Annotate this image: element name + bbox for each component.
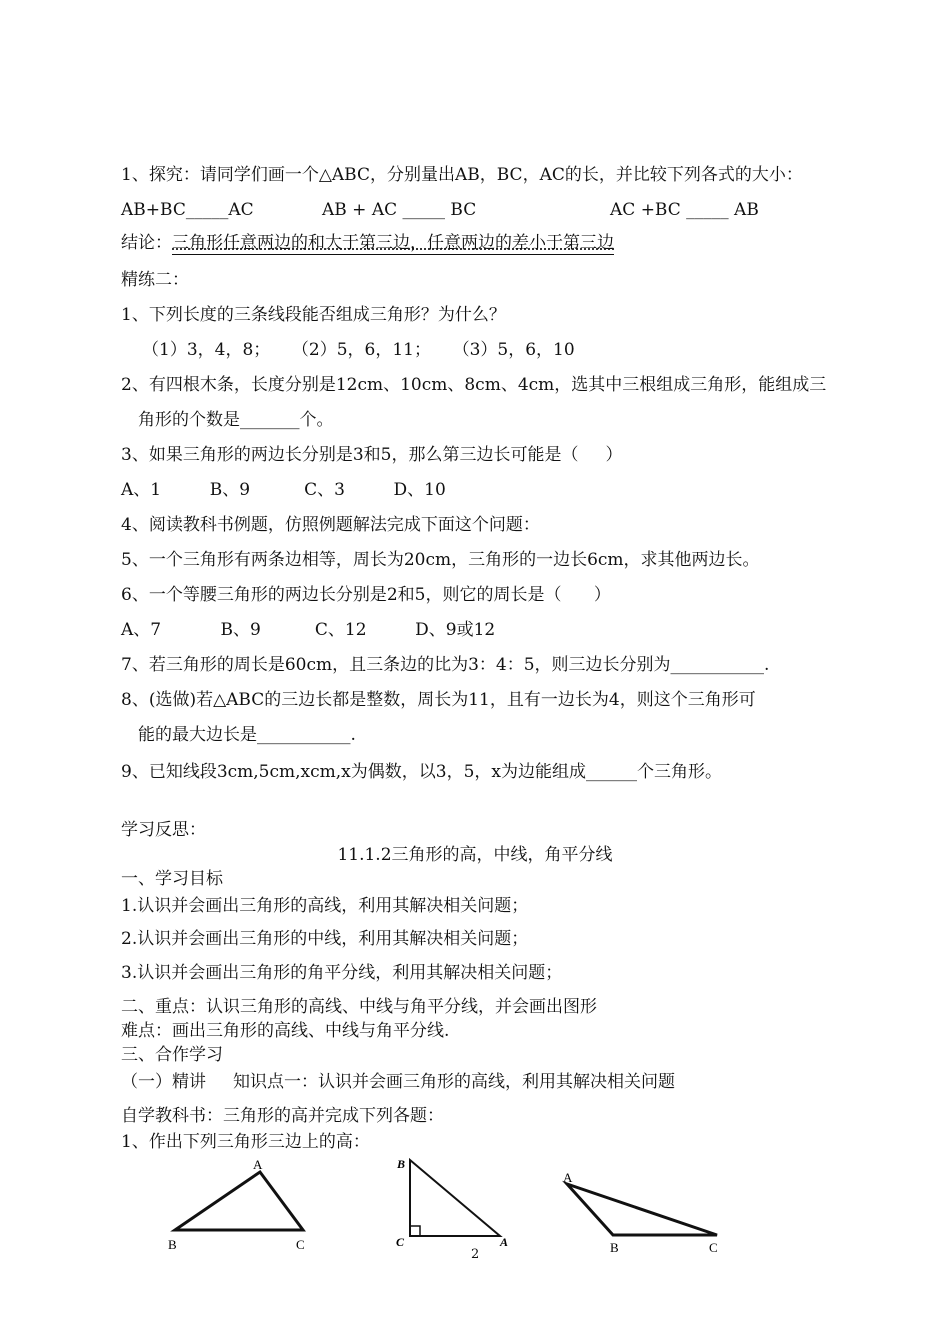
triangle-figure-1 xyxy=(160,1150,320,1260)
page-number: 2 xyxy=(471,1247,480,1262)
question-8-line1: 8、(选做)若△ABC的三边长都是整数，周长为11，且有一边长为4，则这个三角形可 xyxy=(121,690,756,710)
question-8-line2: 能的最大边长是___________. xyxy=(138,725,356,745)
conclusion-label: 结论： xyxy=(121,233,172,253)
question-6: 6、一个等腰三角形的两边长分别是2和5，则它的周长是（ ） xyxy=(121,585,611,605)
question-1: 1、下列长度的三条线段能否组成三角形？为什么？ xyxy=(121,305,506,325)
compare-2: AB + AC _____ BC xyxy=(322,200,477,220)
difficulty: 难点：画出三角形的高线、中线与角平分线. xyxy=(121,1021,450,1041)
explore-question: 1、探究：请同学们画一个△ABC，分别量出AB，BC，AC的长，并比较下列各式的大小： xyxy=(121,165,803,185)
question-1-options: （1）3，4，8； （2）5，6，11； （3）5，6，10 xyxy=(142,340,575,360)
self-study: 自学教科书：三角形的高并完成下列各题： xyxy=(121,1106,444,1126)
question-7: 7、若三角形的周长是60cm，且三条边的比为3：4：5，则三边长分别为___________. xyxy=(121,655,770,675)
conclusion xyxy=(121,233,614,253)
goal-1: 1.认识并会画出三角形的高线，利用其解决相关问题； xyxy=(121,896,529,916)
vertex-label-c: C xyxy=(396,1235,405,1249)
question-3-options: A、1 B、9 C、3 D、10 xyxy=(121,480,446,500)
goal-3: 3.认识并会画出三角形的角平分线，利用其解决相关问题； xyxy=(121,963,563,983)
key-points: 二、重点：认识三角形的高线、中线与角平分线，并会画出图形 xyxy=(121,997,597,1017)
vertex-label-a: A xyxy=(253,1157,263,1172)
practice2-heading: 精练二： xyxy=(121,270,189,290)
question-5: 5、一个三角形有两条边相等，周长为20cm，三角形的一边长6cm，求其他两边长。 xyxy=(121,550,760,570)
question-2-line1: 2、有四根木条，长度分别是12cm、10cm、8cm、4cm，选其中三根组成三角形，能组成三 xyxy=(121,375,827,395)
goals-heading: 一、学习目标 xyxy=(121,869,223,889)
vertex-label-a: A xyxy=(500,1235,509,1249)
cooperative-learning: 三、合作学习 xyxy=(121,1045,223,1065)
compare-1: AB+BC_____AC xyxy=(121,200,254,220)
goal-2: 2.认识并会画出三角形的中线，利用其解决相关问题； xyxy=(121,929,529,949)
question-2-line2: 角形的个数是_______个。 xyxy=(138,410,334,430)
question-3: 3、如果三角形的两边长分别是3和5，那么第三边长可能是（ ） xyxy=(121,445,623,465)
question-6-options: A、7 B、9 C、12 D、9或12 xyxy=(121,620,496,640)
vertex-label-c: C xyxy=(709,1240,718,1255)
question-9: 9、已知线段3cm,5cm,xcm,x为偶数，以3，5，x为边能组成______个三角形。 xyxy=(121,762,722,782)
section-title: 11.1.2三角形的高，中线，角平分线 xyxy=(337,845,613,865)
compare-3: AC +BC _____ AB xyxy=(610,200,759,220)
vertex-label-b: B xyxy=(610,1240,619,1255)
lecture-line: （一）精讲 知识点一：认识并会画三角形的高线，利用其解决相关问题 xyxy=(121,1072,676,1092)
task-1: 1、作出下列三角形三边上的高： xyxy=(121,1132,370,1152)
conclusion-text: 三角形任意两边的和大于第三边，任意两边的差小于第三边 xyxy=(172,233,614,253)
vertex-label-a: A xyxy=(563,1170,573,1185)
triangle-figure-2 xyxy=(390,1150,520,1260)
reflection: 学习反思： xyxy=(121,820,206,840)
triangle-figure-3 xyxy=(555,1150,735,1260)
vertex-label-c: C xyxy=(296,1237,305,1252)
vertex-label-b: B xyxy=(397,1157,406,1171)
vertex-label-b: B xyxy=(168,1237,177,1252)
question-4: 4、阅读教科书例题，仿照例题解法完成下面这个问题： xyxy=(121,515,540,535)
